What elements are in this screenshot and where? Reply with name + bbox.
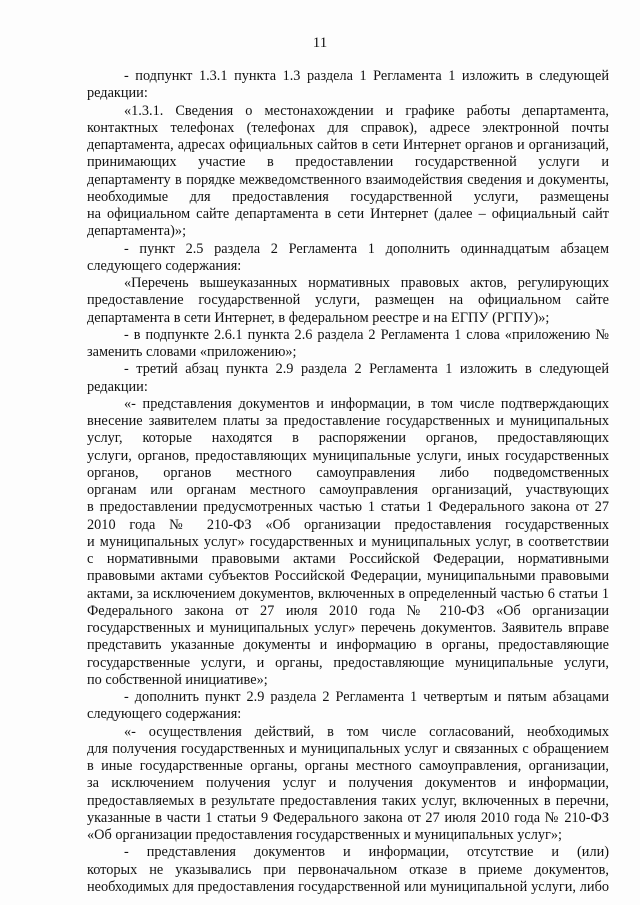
text-line: в иные государственные органы, органы местного самоуправления, организации,	[87, 758, 609, 774]
text-line: департамента в сети Интернет, в федеральном реестре и на ЕГПУ (РГПУ)»;	[87, 309, 550, 326]
text-line: указанные в части 1 статьи 9 Федерального закона от 27 июля 2010 года № 210-ФЗ	[87, 809, 609, 826]
text-line: - в подпункте 2.6.1 пункта 2.6 раздела 2 Регламента 1 слова «приложению №	[124, 326, 609, 343]
text-line: 2010 года № 210-ФЗ «Об организации предоставления государственных	[87, 516, 609, 533]
text-line: «Перечень вышеуказанных нормативных правовых актов, регулирующих	[124, 275, 609, 291]
text-line: - пункт 2.5 раздела 2 Регламента 1 дополнить одиннадцатым абзацем	[124, 240, 609, 257]
text-line: необходимые для предоставления государственной услуги, размещены	[87, 188, 609, 205]
text-line: услуги, органов, предоставляющих муниципальные услуги, иных государственных	[87, 447, 609, 464]
text-line: следующего содержания:	[87, 257, 242, 274]
text-line: следующего содержания:	[87, 706, 242, 723]
text-line: на официальном сайте департамента в сети Интернет (далее – официальный сайт	[87, 206, 609, 222]
text-line: принимающих участие в предоставлении государственной услуги и	[87, 154, 609, 171]
text-line: в предоставлении предусмотренных частью 1 статьи 1 Федерального закона от 27	[87, 499, 609, 516]
text-line: которых не указывались при первоначальном отказе в приеме документов,	[87, 861, 609, 878]
text-line: услуг, которые находятся в распоряжении органов, предоставляющих	[87, 430, 609, 447]
text-line: редакции:	[87, 378, 148, 395]
text-line: предоставляемых в результате предоставления таких услуг, включенных в перечни,	[87, 792, 609, 809]
text-line: «- представления документов и информации, в том числе подтверждающих	[124, 395, 609, 412]
text-line: за исключением получения услуг и получения документов и информации,	[87, 775, 609, 792]
text-line: - представления документов и информации, отсутствие и (или)	[124, 844, 609, 861]
text-line: для получения государственных и муниципальных услуг и связанных с обращением	[87, 740, 609, 757]
text-line: правовыми актами субъектов Российской Федерации, муниципальными правовыми	[87, 568, 609, 585]
text-line: представить указанные документы и информацию в органы, предоставляющие	[87, 637, 609, 654]
text-line: - третий абзац пункта 2.9 раздела 2 Регламента 1 изложить в следующей	[124, 361, 609, 378]
text-line: департаменту в порядке межведомственного взаимодействия сведения и документы,	[87, 171, 609, 188]
text-line: заменить словами «приложению»;	[87, 344, 297, 360]
text-line: контактных телефонах (телефонах для справок), адресе электронной почты	[87, 119, 609, 136]
text-line: по собственной инициативе»;	[87, 671, 268, 688]
text-line: Федерального закона от 27 июля 2010 года № 210-ФЗ «Об организации	[87, 602, 609, 619]
text-line: органам или органам местного самоуправления организаций, участвующих	[87, 482, 609, 498]
page-number: 11	[312, 35, 328, 51]
text-line: актами, за исключением документов, включенных в определенный частью 6 статьи 1	[87, 585, 609, 602]
text-line: и муниципальных услуг» государственных и муниципальных услуг, в соответствии	[87, 533, 609, 550]
text-line: государственных и муниципальных услуг» перечень документов. Заявитель вправе	[87, 620, 609, 636]
text-line: «1.3.1. Сведения о местонахождении и графике работы департамента,	[124, 102, 609, 119]
text-line: - подпункт 1.3.1 пункта 1.3 раздела 1 Регламента 1 изложить в следующей	[124, 68, 609, 84]
text-line: департамента)»;	[87, 223, 187, 240]
text-line: - дополнить пункт 2.9 раздела 2 Регламента 1 четвертым и пятым абзацами	[124, 689, 609, 705]
text-line: предоставление государственной услуги, размещен на официальном сайте	[87, 292, 609, 309]
text-line: «Об организации предоставления государственных и муниципальных услуг»;	[87, 827, 562, 843]
text-line: органов, органов местного самоуправления либо подведомственных	[87, 464, 609, 481]
text-line: редакции:	[87, 85, 148, 102]
text-line: «- осуществления действий, в том числе согласований, необходимых	[124, 723, 609, 740]
document-body	[87, 68, 609, 896]
text-line: департамента, адресах официальных сайтов в сети Интернет органов и организаций,	[87, 137, 609, 153]
text-line: с нормативными правовыми актами Российской Федерации, нормативными	[87, 551, 609, 567]
text-line: внесение заявителем платы за предоставление государственных и муниципальных	[87, 413, 609, 429]
text-line: государственные услуги, и органы, предоставляющие муниципальные услуги,	[87, 654, 609, 671]
text-line: необходимых для предоставления государственной или муниципальной услуги, либо	[87, 878, 609, 895]
